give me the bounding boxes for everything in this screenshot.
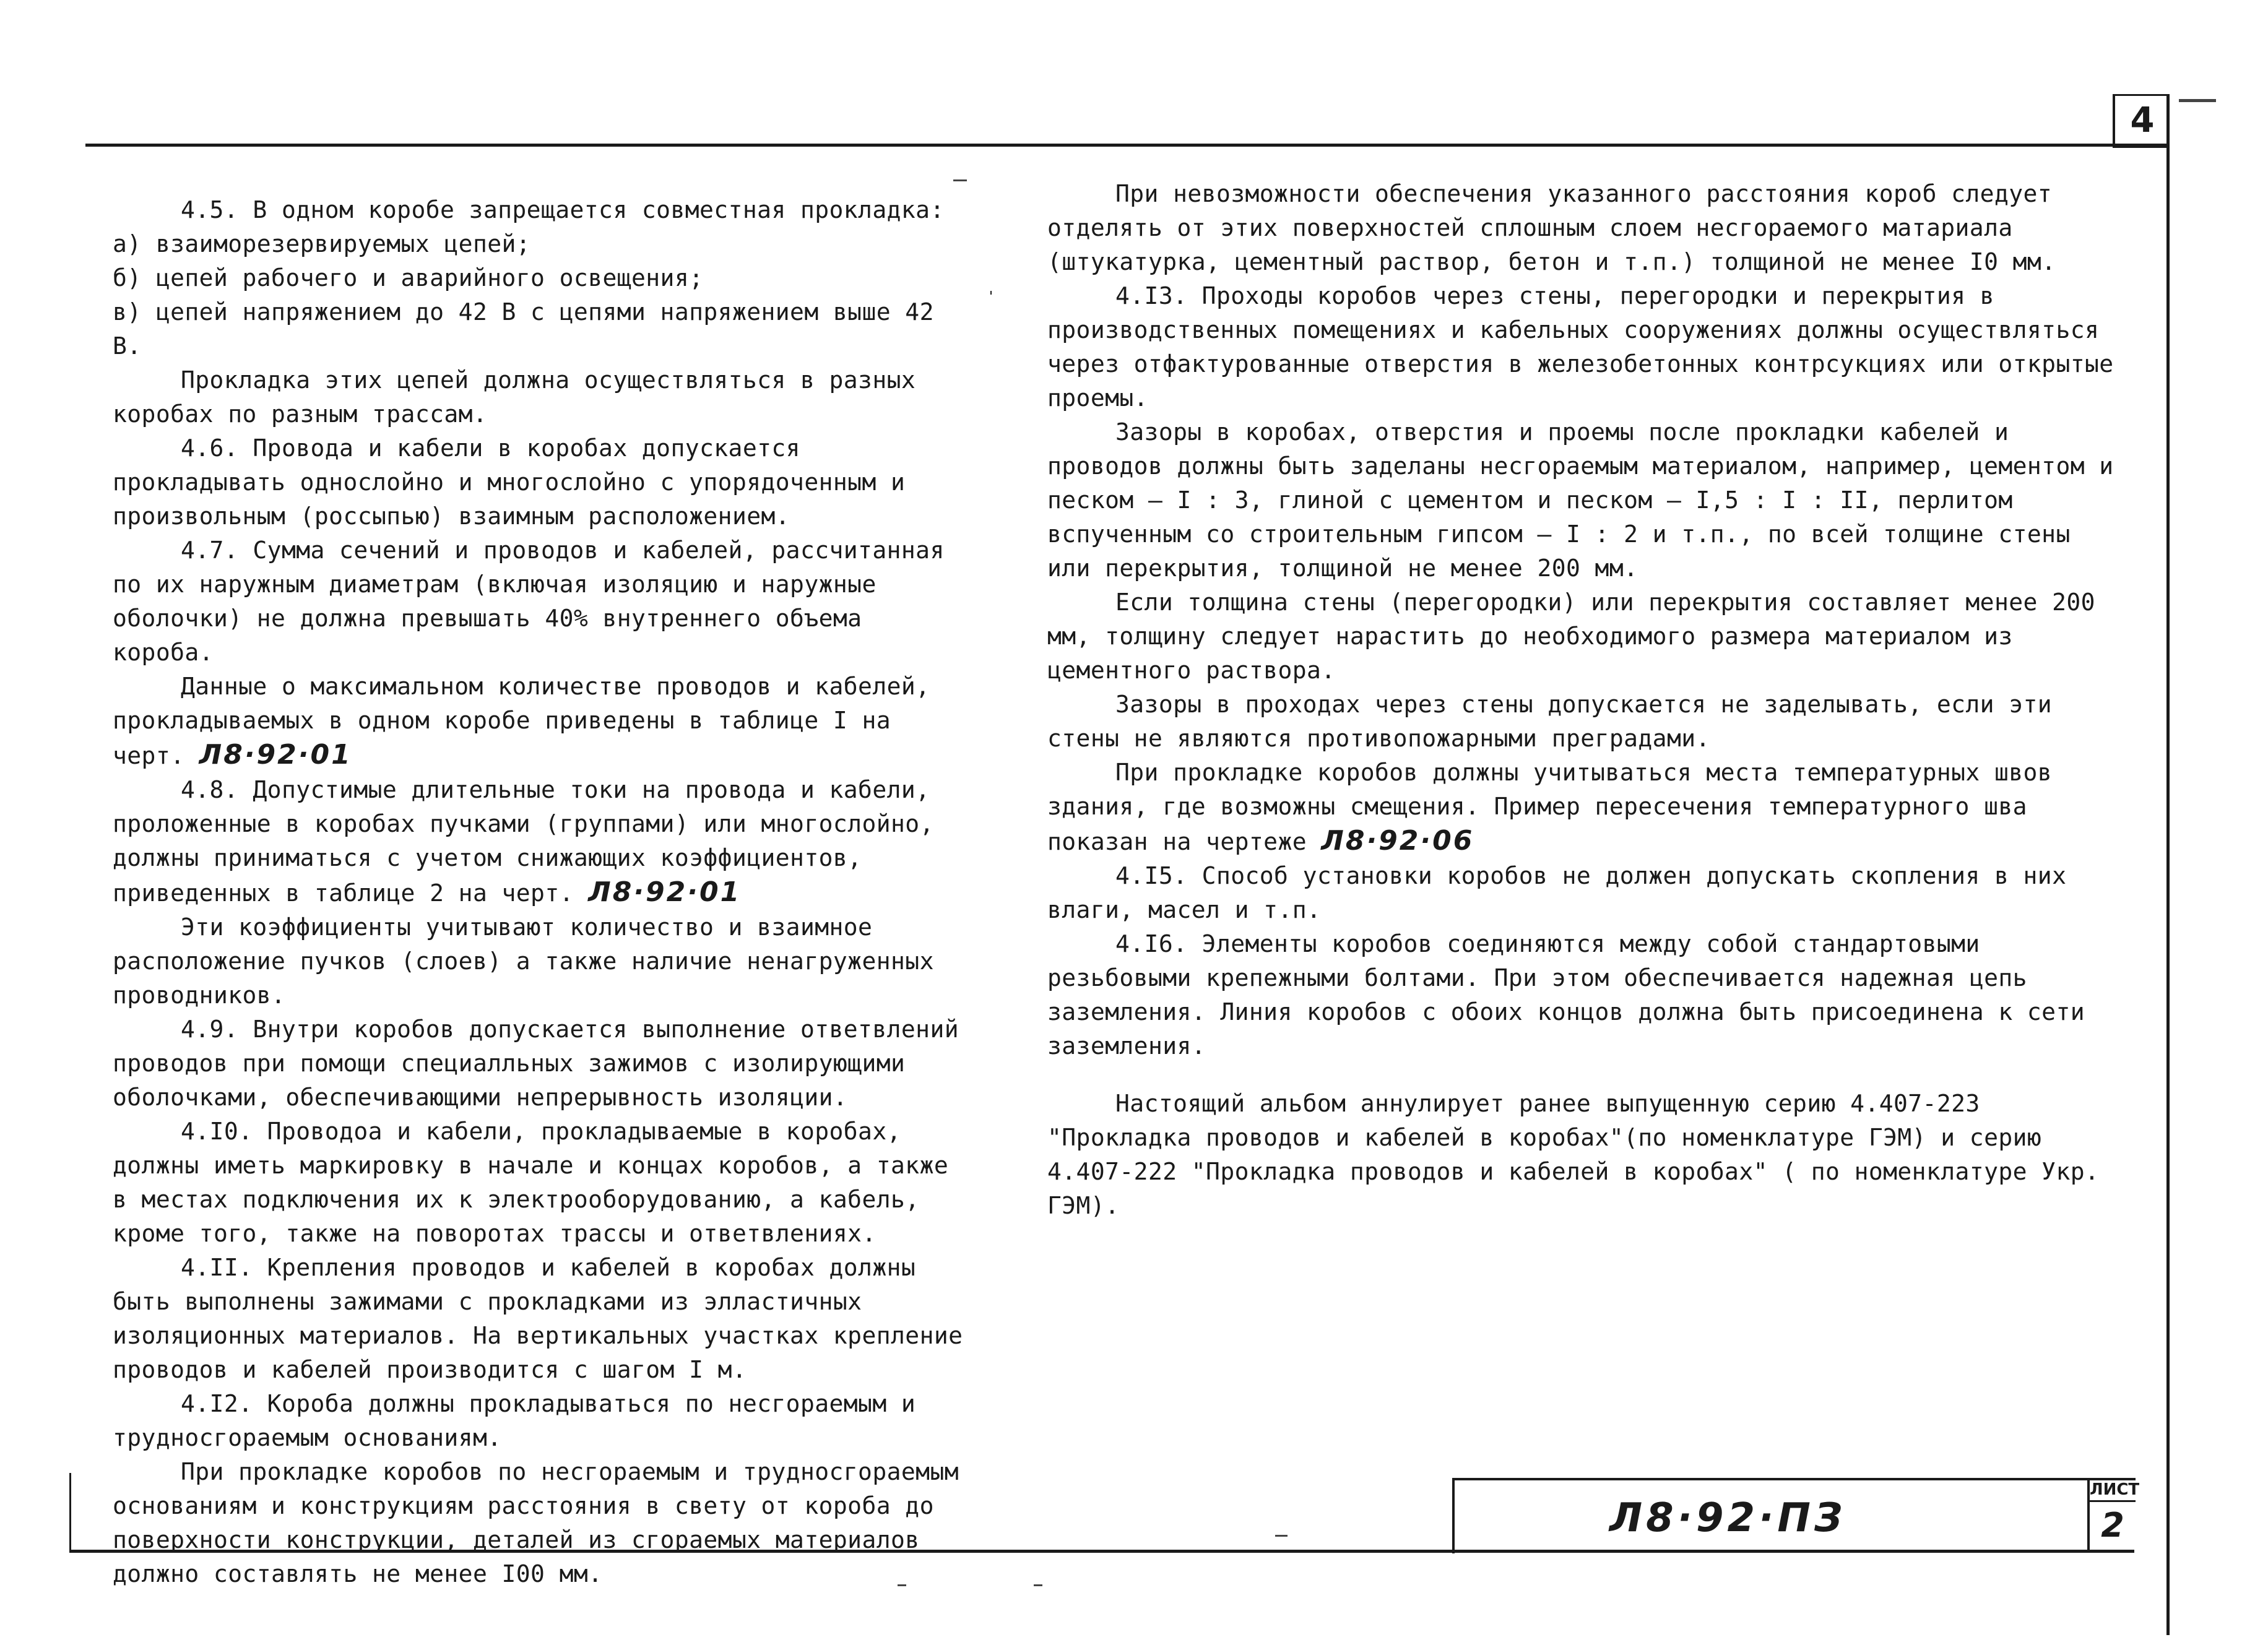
scan-mark (2179, 99, 2216, 102)
paragraph-4-11: 4.II. Крепления проводов и кабелей в коробах должны быть выполнены зажимами с прокладками из элластичных изоляционных материалов. На вертикальных участках крепление проводов и кабелей производится с шагом I м. (113, 1254, 977, 1383)
list-item-a: а) взаиморезервируемых цепей; (113, 230, 531, 257)
sheet-number: 2 (2101, 1506, 2124, 1545)
paragraph-4-13-gaps: Зазоры в коробах, отверстия и проемы после прокладки кабелей и проводов должны быть заделаны несгораемым материалом, например, цементом и песком – I : 3, глиной с цементом и песком – I,5 : I : II, перлитом вспученным со строительным гипсом – I : 2 и т.п., по всей толщине стены или перекрытия, толщиной не менее 200 мм. (1047, 418, 2128, 582)
scan-mark (953, 179, 967, 181)
sheet-label: ЛИСТ (2090, 1479, 2136, 1502)
left-frame-line (69, 1473, 71, 1552)
handwritten-drawing-ref: Л8·92·06 (1321, 825, 1474, 857)
paragraph-text: Данные о максимальном количестве проводов и кабелей, прокладываемых в одном коробе приведены в таблице I на черт. (113, 673, 945, 769)
paragraph-separation: При невозможности обеспечения указанного расстояния короб следует отделять от этих поверхностей сплошным слоем несгораемого матариала (штукатурка, цементный раствор, бетон и т.п.) толщиной не менее I0 мм. (1047, 180, 2067, 275)
document-code: Л8·92·ПЗ (1609, 1495, 1846, 1541)
handwritten-drawing-ref: Л8·92·01 (588, 876, 742, 908)
paragraph-4-8 (113, 773, 973, 910)
right-frame-line (2166, 94, 2170, 1635)
column-divider (990, 291, 992, 295)
paragraph-4-12-note: При прокладке коробов по несгораемым и трудносгораемым основаниям и конструкциям расстояния в свету от короба до поверхности конструкции, деталей из сгораемых материалов должно составлять не менее I00 мм. (113, 1458, 974, 1587)
scan-mark (898, 1584, 906, 1586)
paragraph-4-5: 4.5. В одном коробе запрещается совместная прокладка: (181, 196, 945, 223)
scan-mark (1034, 1584, 1042, 1586)
scan-mark (1275, 1535, 1288, 1537)
paragraph-4-16: 4.I6. Элементы коробов соединяются между собой стандартовыми резьбовыми крепежными болтами. При этом обеспечивается надежная цепь заземления. Линия коробов с обоих концов должна быть присоединена к сети заземления. (1047, 930, 2100, 1060)
list-item-b: б) цепей рабочего и аварийного освещения; (113, 264, 704, 291)
paragraph-4-7-data (113, 670, 973, 773)
handwritten-drawing-ref: Л8·92·01 (199, 739, 352, 771)
list-item-c: в) цепей напряжением до 42 В с цепями напряжением выше 42 В. (113, 298, 949, 360)
paragraph-4-12: 4.I2. Короба должны прокладываться по несгораемым и трудносгораемым основаниям. (113, 1390, 930, 1451)
paragraph-4-7: 4.7. Сумма сечений и проводов и кабелей, рассчитанная по их наружным диаметрам (включая изоляцию и наружные оболочки) не должна превышать 40% внутреннего объема короба. (113, 537, 959, 666)
paragraph-text: При прокладке коробов должны учитываться места температурных швов здания, где возможны смещения. Пример пересечения температурного шва показан на чертеже (1047, 759, 2067, 855)
left-text-column (113, 193, 977, 1591)
corner-sheet-number: 4 (2113, 94, 2170, 148)
paragraph-4-14 (1047, 756, 2124, 859)
paragraph-4-13-passages: Зазоры в проходах через стены допускается не заделывать, если эти стены не являются противопожарными преградами. (1047, 691, 2067, 752)
top-frame-line (85, 144, 2166, 147)
title-block (1452, 1478, 2136, 1553)
paragraph-4-5-note: Прокладка этих цепей должна осуществляться в разных коробах по разным трассам. (113, 366, 930, 428)
paragraph-4-10: 4.I0. Проводоа и кабели, прокладываемые в коробах, должны иметь маркировку в начале и концах коробов, а также в местах подключения их к электрооборудованию, а кабель, кроме того, также на поворотах трассы и ответвлениях. (113, 1118, 963, 1247)
paragraph-4-15: 4.I5. Способ установки коробов не должен допускать скопления в них влаги, масел и т.п. (1047, 862, 2081, 923)
paragraph-4-13: 4.I3. Проходы коробов через стены, перегородки и перекрытия в производственных помещениях и кабельных сооружениях должны осуществляться через отфактурованные отверстия в железобетонных контрсукциях или открытые проемы. (1047, 282, 2128, 412)
right-text-column (1047, 177, 2128, 1223)
sheet-number-cell (2087, 1478, 2140, 1551)
paragraph-4-6: 4.6. Провода и кабели в коробах допускается прокладывать однослойно и многослойно с упорядоченным и произвольным (россыпью) взаимным расположением. (113, 434, 920, 530)
paragraph-annulment: Настоящий альбом аннулирует ранее выпущенную серию 4.407-223 "Прокладка проводов и кабелей в коробах"(по номенклатуре ГЭМ) и серию 4.407-222 "Прокладка проводов и кабелей в коробах" ( по номенклатуре Укр. ГЭМ). (1047, 1090, 2114, 1219)
paragraph-text: 4.8. Допустимые длительные токи на провода и кабели, проложенные в коробах пучками (группами) или многослойно, должны приниматься с учетом снижающих коэффициентов, приведенных в таблице 2 на черт. (113, 776, 949, 907)
paragraph-4-8-note: Эти коэффициенты учитывают количество и взаимное расположение пучков (слоев) а также наличие ненагруженных проводников. (113, 913, 949, 1009)
paragraph-4-13-thickness: Если толщина стены (перегородки) или перекрытия составляет менее 200 мм, толщину следует нарастить до необходимого размера материалом из цементного раствора. (1047, 589, 2110, 684)
paragraph-4-9: 4.9. Внутри коробов допускается выполнение ответвлений проводов при помощи специалльных зажимов с изолирующими оболочками, обеспечивающими непрерывность изоляции. (113, 1016, 974, 1111)
